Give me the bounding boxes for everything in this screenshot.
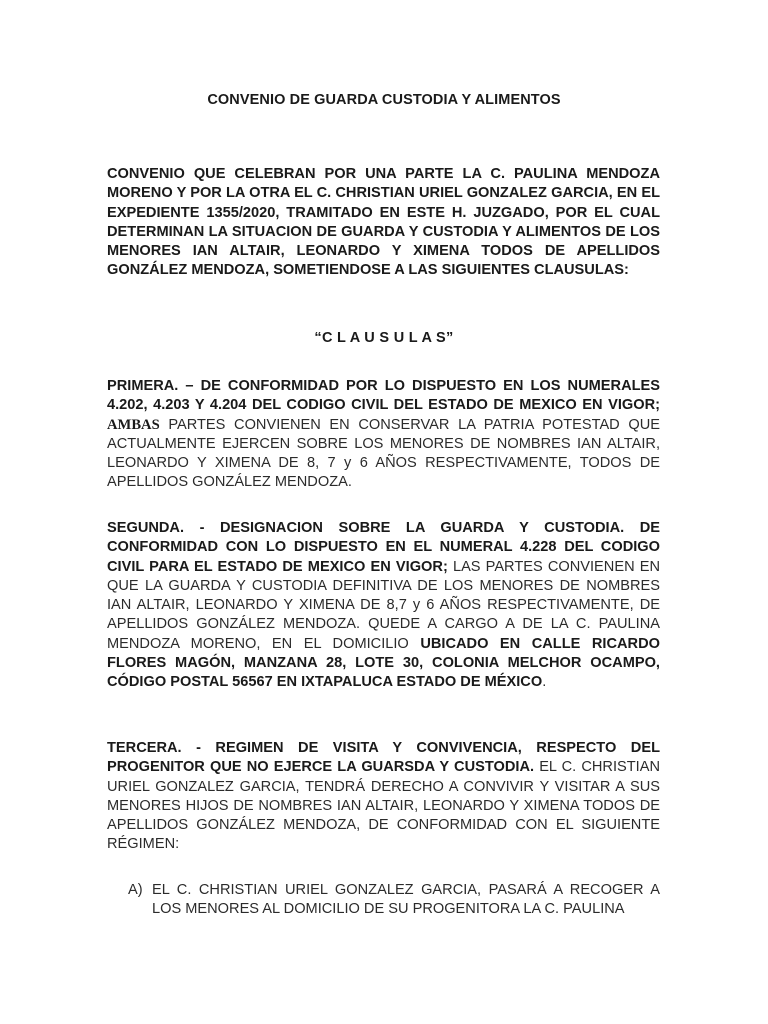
list-item-a <box>128 881 660 920</box>
list-marker-a: A) <box>128 882 143 898</box>
segunda-heading: SEGUNDA. - DESIGNACION SOBRE LA GUARDA Y CUSTODIA. DE CONFORMIDAD CON LO DISPUESTO EN EL NUMERAL 4.228 DEL CODIGO CIVIL PARA EL ESTADO DE MEXICO EN VIGOR; <box>107 520 660 575</box>
tercera-body: EL C. CHRISTIAN URIEL GONZALEZ GARCIA, TENDRÁ DERECHO A CONVIVIR Y VISITAR A SUS MENORES HIJOS DE NOMBRES IAN ALTAIR, LEONARDO Y XIMENA TODOS DE APELLIDOS GONZÁLEZ MENDOZA, DE CONFORMIDAD CON EL SIGUIENTE RÉGIMEN: <box>107 759 661 853</box>
clause-primera <box>107 377 660 493</box>
intro-paragraph: CONVENIO QUE CELEBRAN POR UNA PARTE LA C. PAULINA MENDOZA MORENO Y POR LA OTRA EL C. CHRISTIAN URIEL GONZALEZ GARCIA, EN EL EXPEDIENTE 1355/2020, TRAMITADO EN ESTE H. JUZGADO, POR EL CUAL DETERMINAN LA SITUACION DE GUARDA Y CUSTODIA Y ALIMENTOS DE LOS MENORES IAN ALTAIR, LEONARDO Y XIMENA TODOS DE APELLIDOS GONZÁLEZ MENDOZA, SOMETIENDOSE A LAS SIGUIENTES CLAUSULAS: <box>107 166 660 279</box>
primera-heading: PRIMERA. – DE CONFORMIDAD POR LO DISPUESTO EN LOS NUMERALES 4.202, 4.203 Y 4.204 DEL CODIGO CIVIL DEL ESTADO DE MEXICO EN VIGOR; <box>107 378 660 414</box>
list-text-a: EL C. CHRISTIAN URIEL GONZALEZ GARCIA, PASARÁ A RECOGER A LOS MENORES AL DOMICILIO DE SU PROGENITORA LA C. PAULINA <box>152 882 660 918</box>
primera-serif-word: AMBAS <box>107 416 160 433</box>
segunda-end: . <box>542 674 547 691</box>
document-title: CONVENIO DE GUARDA CUSTODIA Y ALIMENTOS <box>207 92 561 108</box>
primera-body: PARTES CONVIENEN EN CONSERVAR LA PATRIA POTESTAD QUE ACTUALMENTE EJERCEN SOBRE LOS MENORES DE NOMBRES IAN ALTAIR, LEONARDO Y XIMENA DE 8, 7 y 6 AÑOS RESPECTIVAMENTE, TODOS DE APELLIDOS GONZÁLEZ MENDOZA. <box>107 416 660 491</box>
segunda-address: UBICADO EN CALLE RICARDO FLORES MAGÓN, MANZANA 28, LOTE 30, COLONIA MELCHOR OCAMPO, CÓDIGO POSTAL 56567 EN IXTAPALUCA ESTADO DE MÉXICO <box>107 635 660 691</box>
segunda-body: LAS PARTES CONVIENEN EN QUE LA GUARDA Y CUSTODIA DEFINITIVA DE LOS MENORES DE NOMBRES IAN ALTAIR, LEONARDO Y XIMENA DE 8,7 y 6 AÑOS RESPECTIVAMENTE, DE APELLIDOS GONZÁLEZ MENDOZA. QUEDE A CARGO A DE LA C. PAULINA MENDOZA MORENO, EN EL DOMICILIO <box>107 558 661 652</box>
tercera-heading: TERCERA. - REGIMEN DE VISITA Y CONVIVENCIA, RESPECTO DEL PROGENITOR QUE NO EJERCE LA GUARSDA Y CUSTODIA. <box>107 740 660 776</box>
clause-segunda <box>107 519 660 693</box>
clausulas-heading: “C L A U S U L A S” <box>314 330 454 346</box>
clause-tercera <box>107 739 660 855</box>
